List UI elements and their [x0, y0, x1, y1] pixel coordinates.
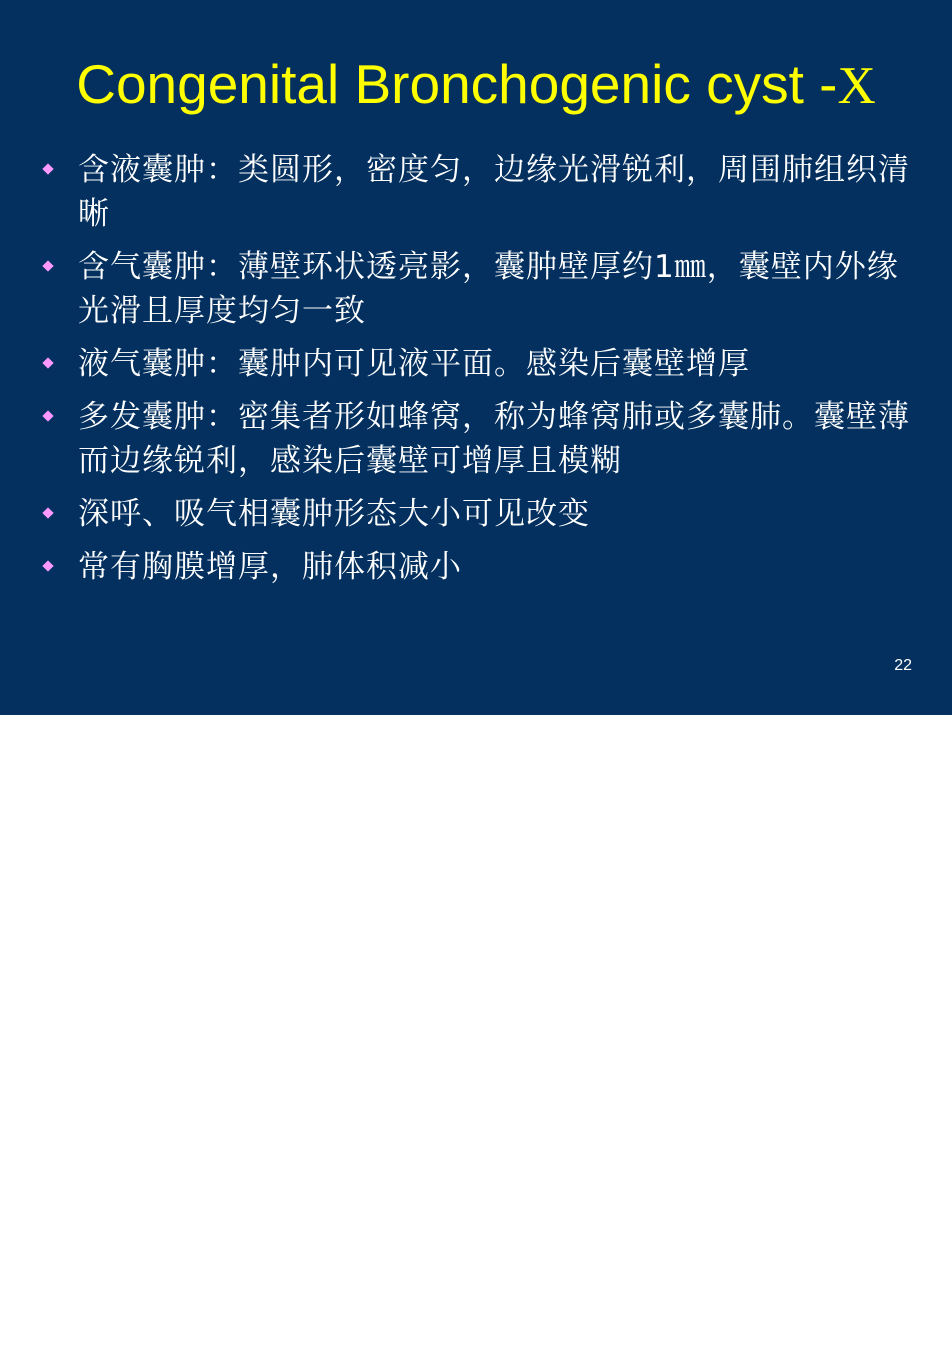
bullet-text: 常有胸膜增厚，肺体积减小 — [78, 549, 462, 585]
bullet-text: 含气囊肿：薄壁环状透亮影，囊肿壁厚约1㎜，囊壁内外缘光滑且厚度均匀一致 — [78, 249, 899, 329]
bullet-text: 深呼、吸气相囊肿形态大小可见改变 — [78, 496, 590, 532]
slide-title — [0, 52, 952, 118]
slide-title-main: Congenital Bronchogenic cyst - — [76, 53, 838, 115]
diamond-bullet-icon — [42, 410, 53, 421]
slide-title-suffix: X — [837, 57, 876, 115]
diamond-bullet-icon — [42, 163, 53, 174]
diamond-bullet-icon — [42, 507, 53, 518]
bullet-list — [40, 148, 920, 598]
bullet-item — [40, 148, 920, 236]
bullet-text: 含液囊肿：类圆形，密度匀，边缘光滑锐利，周围肺组织清晰 — [78, 152, 910, 232]
bullet-item — [40, 545, 920, 589]
diamond-bullet-icon — [42, 560, 53, 571]
page-number: 22 — [894, 657, 912, 674]
bullet-item — [40, 395, 920, 483]
diamond-bullet-icon — [42, 260, 53, 271]
bullet-item — [40, 492, 920, 536]
bullet-item — [40, 342, 920, 386]
bullet-text: 液气囊肿：囊肿内可见液平面。感染后囊壁增厚 — [78, 346, 750, 382]
bullet-text: 多发囊肿：密集者形如蜂窝，称为蜂窝肺或多囊肺。囊壁薄而边缘锐利，感染后囊壁可增厚且模糊 — [78, 399, 910, 479]
diamond-bullet-icon — [42, 357, 53, 368]
bullet-item — [40, 245, 920, 333]
